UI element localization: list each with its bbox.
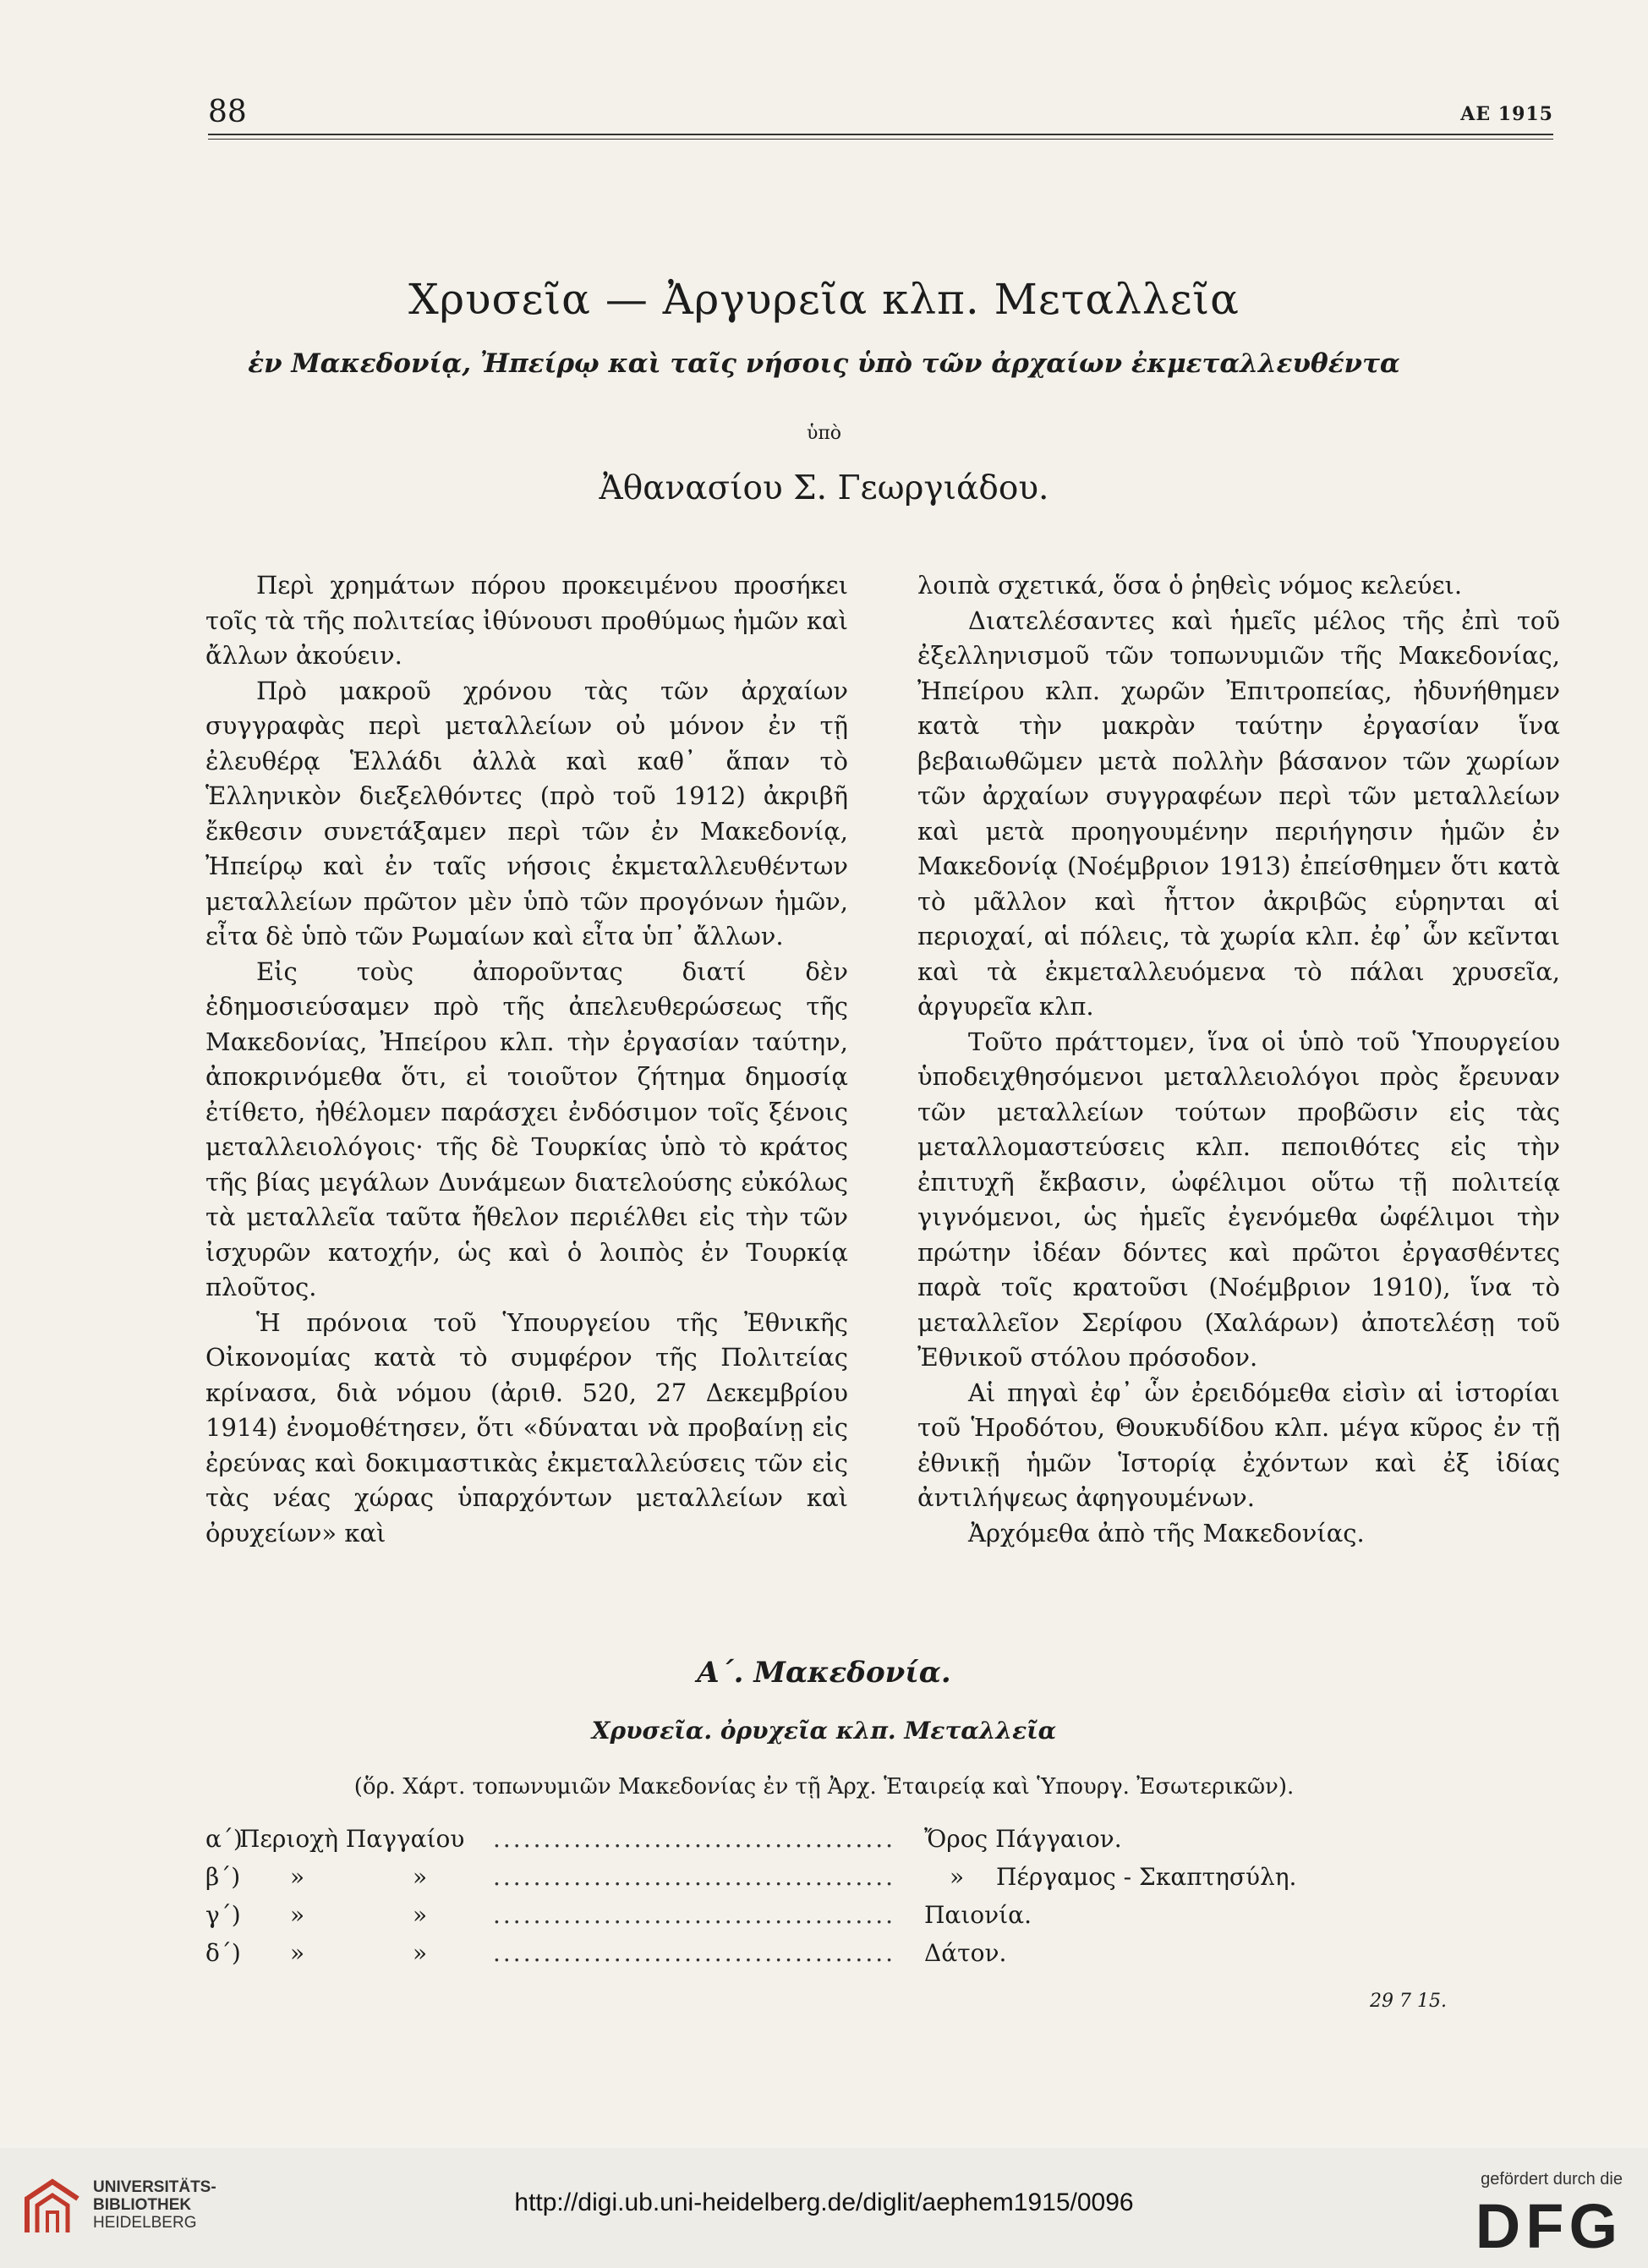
author-name: Ἀθανασίου Σ. Γεωργιάδου. (599, 469, 1049, 507)
journal-label: ΑΕ 1915 (1460, 103, 1553, 125)
paragraph: Τοῦτο πράττομεν, ἵνα οἱ ὑπὸ τοῦ Ὑπουργείου ὑποδειχθησόμενοι μεταλλειολόγοι πρὸς ἔρευναν τῶν μεταλλείων τούτων προβῶσιν εἰς τὰς μεταλλομαστεύσεις κλπ. πεποιθότες εἰς τὴν ἐπιτυχῆ ἔκβασιν, ὠφέλιμοι οὕτω τῇ πολιτείᾳ γιγνόμενοι, ὡς ἡμεῖς ἐγενόμεθα ὠφέλιμοι τὴν πρώτην ἰδέαν δόντες καὶ πρῶτοι ἐργασθέντες παρὰ τοῖς κρατοῦσι (Νοέμβριον 1910), ἵνα τὸ μεταλλεῖον Σερίφου (Χαλάρων) ἀποτελέσῃ τοῦ Ἐθνικοῦ στόλου πρόσοδον. (917, 1027, 1560, 1372)
library-name-line: UNIVERSITÄTS- (93, 2178, 216, 2196)
right-column (917, 568, 1560, 1551)
paragraph: Αἱ πηγαὶ ἐφ᾽ ὧν ἐρειδόμεθα εἰσὶν αἱ ἱστορίαι τοῦ Ἡροδότου, Θουκυδίδου κλπ. μέγα κῦρος ἐν τῇ ἐθνικῇ ἡμῶν Ἱστορίᾳ ἐχόντων καὶ ἐξ ἰδίας ἀντιλήψεως ἀφηγουμένων. (917, 1378, 1560, 1512)
paragraph: Περὶ χρημάτων πόρου προκειμένου προσήκει τοῖς τὰ τῆς πολιτείας ἰθύνουσι προθύμως ἡμῶν καὶ ἄλλων ἀκούειν. (205, 571, 848, 670)
header-rule (208, 134, 1553, 140)
item-number: δ΄) (205, 1939, 241, 1967)
paragraph: Πρὸ μακροῦ χρόνου τὰς τῶν ἀρχαίων συγγραφὰς περὶ μεταλλείων οὐ μόνον ἐν τῇ ἐλευθέρᾳ Ἑλλάδι ἀλλὰ καὶ καθ᾽ ἅπαν τὸ Ἑλληνικὸν διεξελθόντες (πρὸ τοῦ 1912) ἀκριβῆ ἔκθεσιν συνετάξαμεν περὶ τῶν ἐν Μακεδονίᾳ, Ἠπείρῳ καὶ ἐν ταῖς νήσοις ἐκμεταλλευθέντων μεταλλείων πρῶτον μὲν ὑπὸ τῶν προγόνων ἡμῶν, εἶτα δὲ ὑπὸ τῶν Ρωμαίων καὶ εἶτα ὑπ᾽ ἄλλων. (205, 676, 848, 950)
paragraph: Εἰς τοὺς ἀποροῦντας διατί δὲν ἐδημοσιεύσαμεν πρὸ τῆς ἀπελευθερώσεως τῆς Μακεδονίας, Ἠπείρου κλπ. τὴν ἐργασίαν ταύτην, ἀποκρινόμεθα ὅτι, εἰ τοιοῦτον ζήτημα δημοσίᾳ ἐτίθετο, ἠθέλομεν παράσχει ἐνδόσιμον τοῖς ξένοις μεταλλειολόγοις· τῆς δὲ Τουρκίας ὑπὸ τὸ κράτος τῆς βίας μεγάλων Δυνάμεων διατελούσης εὐκόλως τὰ μεταλλεῖα ταῦτα ἤθελον περιέλθει εἰς τὴν τῶν ἰσχυρῶν κατοχήν, ὡς καὶ ὁ λοιπὸς ἐν Τουρκίᾳ πλοῦτος. (205, 956, 848, 1301)
item-number: β΄) (205, 1863, 241, 1891)
list-item (205, 1825, 1558, 1863)
ditto-mark: » (950, 1863, 965, 1891)
byline-prefix: ὑπὸ (806, 423, 842, 444)
place-name: Δάτον. (924, 1939, 1007, 1967)
library-name-line: HEIDELBERG (93, 2214, 197, 2232)
leader-dots: ........................................ (493, 1901, 896, 1929)
running-head (208, 95, 1553, 129)
section-heading: Α΄. Μακεδονία. (697, 1656, 951, 1690)
ditto-mark: » (413, 1939, 428, 1967)
funded-by-label: gefördert durch die (1481, 2170, 1623, 2189)
article-title: Χρυσεῖα — Ἀργυρεῖα κλπ. Μεταλλεῖα (408, 275, 1240, 324)
left-column (205, 568, 848, 1551)
paragraph: λοιπὰ σχετικά, ὅσα ὁ ῥηθεὶς νόμος κελεύει. (917, 571, 1463, 600)
ditto-mark: » (413, 1863, 428, 1891)
dfg-logo[interactable]: DFG (1475, 2191, 1623, 2261)
handwritten-date: 29 7 15. (1370, 1991, 1447, 2012)
list-item (205, 1901, 1558, 1939)
place-name: Ὄρος Πάγγαιον. (924, 1825, 1122, 1853)
footer-bar (0, 2148, 1648, 2268)
source-url-link[interactable]: http://digi.ub.uni-heidelberg.de/diglit/aephem1915/0096 (514, 2189, 1134, 2216)
sub-heading: Χρυσεῖα. ὀρυχεῖα κλπ. Μεταλλεῖα (591, 1717, 1057, 1745)
paragraph: Διατελέσαντες καὶ ἡμεῖς μέλος τῆς ἐπὶ τοῦ ἐξελληνισμοῦ τῶν τοπωνυμιῶν τῆς Μακεδονίας, Ἠπείρου κλπ. χωρῶν Ἐπιτροπείας, ἠδυνήθημεν κατὰ τὴν μακρὰν ταύτην ἐργασίαν ἵνα βεβαιωθῶμεν μετὰ πολλὴν βάσανον τῶν χωρίων τῶν ἀρχαίων συγγραφέων περὶ τῶν μεταλλείων καὶ μετὰ προηγουμένην περιήγησιν ἡμῶν ἐν Μακεδονίᾳ (Νοέμβριον 1913) ἐπείσθημεν ὅτι κατὰ τὸ μᾶλλον καὶ ἧττον ἀκριβῶς εὑρηνται αἱ περιοχαί, αἱ πόλεις, τὰ χωρία κλπ. ἐφ᾽ ὧν κεῖνται καὶ τὰ ἐκμεταλλευόμενα τὸ πάλαι χρυσεῖα, ἀργυρεῖα κλπ. (917, 605, 1560, 1021)
list-item (205, 1939, 1558, 1977)
leader-dots: ........................................ (493, 1939, 896, 1967)
list-item (205, 1863, 1558, 1901)
place-name: Πέργαμος - Σκαπτησύλη. (996, 1863, 1297, 1891)
region-list (205, 1825, 1558, 1977)
paragraph: Ἀρχόμεθα ἀπὸ τῆς Μακεδονίας. (968, 1518, 1365, 1548)
ditto-mark: » (290, 1901, 305, 1929)
ditto-mark: » (290, 1939, 305, 1967)
article-subtitle: ἐν Μακεδονίᾳ, Ἠπείρῳ καὶ ταῖς νήσοις ὑπὸ τῶν ἀρχαίων ἐκμεταλλευθέντα (248, 348, 1400, 379)
library-name-line: BIBLIOTHEK (93, 2196, 192, 2214)
leader-dots: ........................................ (493, 1825, 896, 1853)
ditto-mark: » (413, 1901, 428, 1929)
region-name: Περιοχὴ Παγγαίου (239, 1825, 465, 1853)
reference-note: (ὅρ. Χάρτ. τοπωνυμιῶν Μακεδονίας ἐν τῇ Ἀρχ. Ἑταιρείᾳ καὶ Ὑπουργ. Ἐσωτερικῶν). (353, 1774, 1295, 1800)
item-number: α΄) (205, 1825, 243, 1853)
place-name: Παιονία. (924, 1901, 1032, 1929)
item-number: γ΄) (205, 1901, 241, 1929)
paragraph: Ἡ πρόνοια τοῦ Ὑπουργείου τῆς Ἐθνικῆς Οἰκονομίας κατὰ τὸ συμφέρον τῆς Πολιτείας κρίνασα, διὰ νόμου (ἀριθ. 520, 27 Δεκεμβρίου 1914) ἐνομοθέτησεν, ὅτι «δύναται νὰ προβαίνῃ εἰς ἐρεύνας καὶ δοκιμαστικὰς ἐκμεταλλεύσεις τῶν εἰς τὰς νέας χώρας ὑπαρχόντων μεταλλείων καὶ ὀρυχείων» καὶ (205, 1307, 848, 1548)
page-number: 88 (208, 95, 247, 129)
ditto-mark: » (290, 1863, 305, 1891)
leader-dots: ........................................ (493, 1863, 896, 1891)
